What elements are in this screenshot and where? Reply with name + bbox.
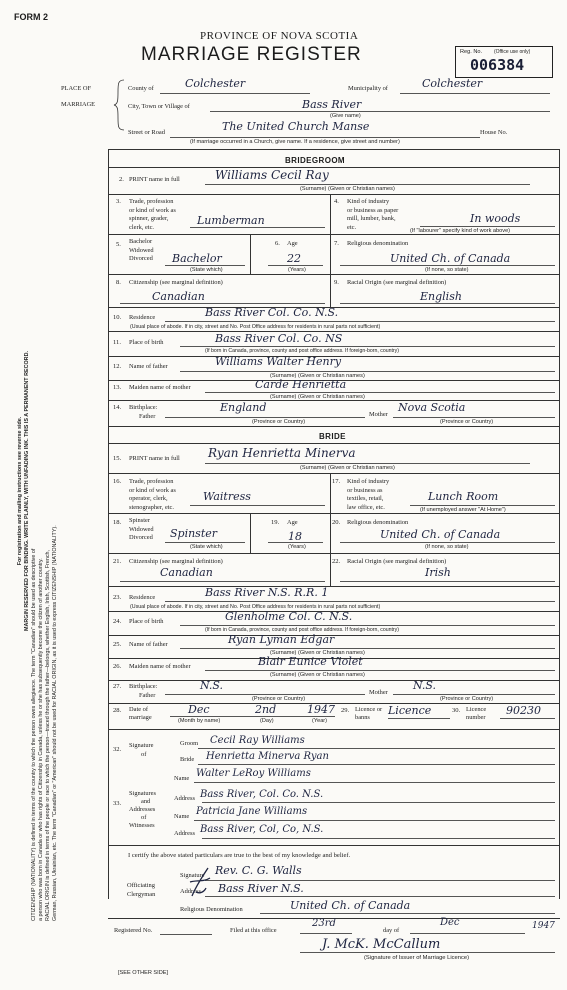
- w2-name-label: Name: [174, 813, 190, 820]
- groom-status: Bachelor: [172, 252, 222, 265]
- groom-industry: In woods: [470, 212, 521, 225]
- bride-status: Spinster: [170, 527, 218, 540]
- margin-instructions: For registration and mailing instructions see reverse side. MARGIN RESERVED FOR BINDING. WRITE PLAINLY, WITH UNFADING INK. THIS IS A PERMANENT RECORD. CITIZENSHIP (NATIONALITY) is defined in terms of the country to which the person owes allegiance. The term "Canadian" should be used as descriptive of a person who was born in Canada or who has rights of Citizenship in Canada, unless he or she has subsequently become the citizen of another country. RACIAL ORIGIN is defined in terms of the people or race to which the person—traced through the father—belongs, whether English, Irish, Scottish, French, German, Russian, Ukrainian, etc. The term "Canadian" or "American" should not be used for RACIAL ORIGIN, as it is used to express CITIZENSHIP (NATIONALITY).: [17, 351, 58, 921]
- bride-residence: Bass River N.S. R.R. 1: [205, 586, 329, 599]
- groom-father-word: Father: [139, 413, 156, 420]
- groom-state-which: (State which): [190, 267, 223, 273]
- bride-maiden: Blair Eunice Violet: [258, 655, 363, 668]
- form-label: FORM 2: [14, 12, 49, 22]
- day-hint: (Day): [260, 718, 274, 724]
- groom-residence-label: Residence: [129, 314, 156, 321]
- city-label: City, Town or Village of: [128, 103, 190, 110]
- clergy-address: Bass River N.S.: [218, 882, 304, 895]
- residence-note: (Usual place of abode. If in city, street and No. Post Office address for residents in rural parts not sufficient): [130, 324, 381, 330]
- province-heading: PROVINCE OF NOVA SCOTIA: [200, 30, 359, 42]
- bride-residence-note: (Usual place of abode. If in city, street and No. Post Office address for residents in rural parts not sufficient): [130, 604, 381, 610]
- mother-prov-hint: (Province or Country): [440, 419, 494, 425]
- bride-maiden-label: Maiden name of mother: [129, 663, 191, 670]
- reg-no-value: 006384: [470, 56, 525, 74]
- office-use-note: (Office use only): [494, 49, 531, 55]
- w1-address-label: Address: [174, 795, 195, 802]
- maiden-hint: (Surname) (Given or Christian names): [270, 394, 365, 400]
- bride-state-which: (State which): [190, 544, 223, 550]
- groom-religion: United Ch. of Canada: [390, 252, 511, 265]
- groom-name-hint: (Surname) (Given or Christian names): [300, 186, 395, 192]
- witness2-name: Patricia Jane Williams: [196, 806, 308, 817]
- filed-label: Filed at this office: [230, 927, 277, 934]
- bride-father-prov-hint: (Province or Country): [252, 696, 306, 702]
- bride-racial: Irish: [425, 566, 451, 579]
- bride-name: Ryan Henrietta Minerva: [208, 446, 356, 460]
- bride-age-label: Age: [287, 519, 298, 526]
- groom-citizenship-label: Citizenship (see marginal definition): [129, 279, 223, 286]
- municipality-label: Municipality of: [348, 85, 388, 92]
- groom-father-birthplace: England: [220, 401, 267, 414]
- groom-industry-label: Kind of industry or business as paper mill, lumber, bank, etc.: [347, 198, 399, 231]
- groom-trade: Lumberman: [197, 214, 265, 227]
- place-label-1: PLACE OF: [61, 85, 92, 92]
- bride-father: Ryan Lyman Edgar: [228, 633, 335, 646]
- year-hint: (Year): [312, 718, 328, 724]
- groom-name: Williams Cecil Ray: [215, 168, 329, 182]
- groom-years: (Years): [288, 267, 306, 273]
- bride-years: (Years): [288, 544, 306, 550]
- officiating-label: Officiating Clergyman: [127, 882, 156, 898]
- birth-note: (If born in Canada, province, county and post office address. If foreign-born, country): [205, 348, 399, 354]
- page-title: MARRIAGE REGISTER: [141, 44, 362, 65]
- bride-status-label: Spinster Widowed Divorced: [129, 517, 154, 541]
- county-value: Colchester: [185, 77, 246, 90]
- groom-citizenship: Canadian: [152, 290, 205, 303]
- clergy-signature-label: Signature: [180, 872, 205, 879]
- witness1-address: Bass River, Col. Co. N.S.: [200, 789, 324, 800]
- groom-religion-label: Religious denomination: [347, 240, 409, 247]
- bride-print-label: PRINT name in full: [129, 455, 180, 462]
- groom-trade-label: Trade, profession or kind of work as spinner, grader, clerk, etc.: [129, 198, 176, 231]
- bride-religion: United Ch. of Canada: [380, 528, 501, 541]
- bride-birthplace-label: Birthplace:: [129, 683, 158, 690]
- licence-label: Licence or banns: [355, 706, 383, 721]
- home-note: (If unemployed answer "At Home"): [420, 507, 506, 513]
- bride-trade: Waitress: [203, 490, 251, 503]
- filed-day: 23rd: [312, 918, 336, 929]
- issuer-label: (Signature of Issuer of Marriage Licence): [364, 955, 470, 961]
- witness1-name: Walter LeRoy Williams: [196, 768, 311, 779]
- bride-father-label: Name of father: [129, 641, 168, 648]
- groom-residence: Bass River Col. Co. N.S.: [205, 306, 339, 319]
- bride-father-word: Father: [139, 692, 156, 699]
- groom-racial-label: Racial Origin (see marginal definition): [347, 279, 447, 286]
- house-no-label: House No.: [480, 129, 508, 136]
- witnesses-label: Signatures and Addresses of Witnesses: [129, 790, 156, 829]
- bride-industry: Lunch Room: [428, 490, 499, 503]
- groom-sig-label: Groom: [180, 740, 199, 747]
- denomination-label: Religious Denomination: [180, 906, 243, 913]
- bride-residence-label: Residence: [129, 594, 156, 601]
- bride-birth-label: Place of birth: [129, 618, 164, 625]
- bride-father-hint: (Surname) (Given or Christian names): [270, 650, 365, 656]
- groom-maiden-label: Maiden name of mother: [129, 384, 191, 391]
- bride-birth: Glenholme Col. C. N.S.: [225, 610, 353, 623]
- county-label: County of: [128, 85, 154, 92]
- bride-father-birthplace: N.S.: [200, 679, 224, 692]
- bride-mother-prov-hint: (Province or Country): [440, 696, 494, 702]
- church-note: (If marriage occurred in a Church, give name. If a residence, give street and number): [190, 139, 400, 145]
- issuer-signature: J. McK. McCallum: [322, 937, 441, 952]
- bride-name-hint: (Surname) (Given or Christian names): [300, 465, 395, 471]
- clergy-signature: Rev. C. G. Walls: [215, 864, 302, 877]
- w1-name-label: Name: [174, 775, 190, 782]
- groom-age-label: Age: [287, 240, 298, 247]
- clergy-address-label: Address: [180, 888, 201, 895]
- place-label-2: MARRIAGE: [61, 101, 96, 108]
- date-year: 1947: [307, 703, 335, 716]
- bride-signature: Henrietta Minerva Ryan: [206, 751, 329, 762]
- groom-status-label: Bachelor Widowed Divorced: [129, 238, 154, 262]
- signature-of-label: Signature of: [129, 742, 154, 758]
- father-prov-hint: (Province or Country): [252, 419, 306, 425]
- father-hint: (Surname) (Given or Christian names): [270, 373, 365, 379]
- bride-sig-label: Bride: [180, 756, 195, 763]
- day-of-label: day of: [383, 927, 400, 934]
- bride-maiden-hint: (Surname) (Given or Christian names): [270, 672, 365, 678]
- filed-year: 1947: [532, 921, 555, 931]
- groom-father: Williams Walter Henry: [215, 355, 342, 368]
- groom-mother-word: Mother: [369, 411, 388, 418]
- date-day: 2nd: [255, 703, 277, 716]
- groom-age: 22: [287, 252, 301, 265]
- registered-no-label: Registered No.: [114, 927, 153, 934]
- groom-signature: Cecil Ray Williams: [210, 735, 305, 746]
- groom-maiden: Carde Henrietta: [255, 378, 347, 391]
- bride-heading: BRIDE: [319, 432, 346, 441]
- groom-print-label: PRINT name in full: [129, 176, 180, 183]
- place-brace: [112, 78, 126, 132]
- filed-month: Dec: [440, 917, 460, 928]
- groom-religion-none: (If none, so state): [425, 267, 469, 273]
- bride-age: 18: [288, 530, 302, 543]
- date-month: Dec: [188, 703, 210, 716]
- bride-racial-label: Racial Origin (see marginal definition): [347, 558, 447, 565]
- groom-birthplace-label: Birthplace:: [129, 404, 158, 411]
- groom-father-label: Name of father: [129, 363, 168, 370]
- city-value: Bass River: [302, 98, 362, 111]
- bride-citizenship-label: Citizenship (see marginal definition): [129, 558, 223, 565]
- w2-address-label: Address: [174, 830, 195, 837]
- bride-industry-label: Kind of industry or business as textiles, retail, law office, etc.: [347, 478, 390, 511]
- groom-birth: Bass River Col. Co. NS: [215, 332, 343, 345]
- give-name-note: (Give name): [330, 113, 361, 119]
- bride-citizenship: Canadian: [160, 566, 213, 579]
- certify-statement: I certify the above stated particulars are true to the best of my knowledge and belief.: [128, 852, 351, 859]
- month-hint: (Month by name): [178, 718, 221, 724]
- groom-racial: English: [420, 290, 462, 303]
- date-label: Date of marriage: [129, 706, 152, 721]
- groom-mother-birthplace: Nova Scotia: [398, 401, 466, 414]
- licence-number: 90230: [506, 704, 541, 717]
- bride-mother-birthplace: N.S.: [413, 679, 437, 692]
- witness2-address: Bass River, Col, Co, N.S.: [200, 824, 324, 835]
- bride-birth-note: (If born in Canada, province, county and post office address. If foreign-born, country): [205, 627, 399, 633]
- labourer-note: (If "labourer" specify kind of work above): [410, 228, 511, 234]
- bride-religion-label: Religious denomination: [347, 519, 409, 526]
- bride-mother-word: Mother: [369, 689, 388, 696]
- reg-no-label: Reg. No.: [460, 49, 483, 55]
- groom-birth-label: Place of birth: [129, 339, 164, 346]
- bridegroom-heading: BRIDEGROOM: [285, 156, 345, 165]
- street-label: Street or Road: [128, 129, 165, 136]
- clergy-denomination: United Ch. of Canada: [290, 899, 411, 912]
- see-other-side: [SEE OTHER SIDE]: [118, 970, 169, 976]
- licence-number-label: Licence number: [466, 706, 487, 721]
- street-value: The United Church Manse: [222, 120, 370, 133]
- bride-trade-label: Trade, profession or kind of work as operator, clerk, stenographer, etc.: [129, 478, 176, 511]
- licence-value: Licence: [388, 704, 432, 717]
- municipality-value: Colchester: [422, 77, 483, 90]
- bride-religion-none: (If none, so state): [425, 544, 469, 550]
- clergy-seal-mark: [186, 866, 214, 900]
